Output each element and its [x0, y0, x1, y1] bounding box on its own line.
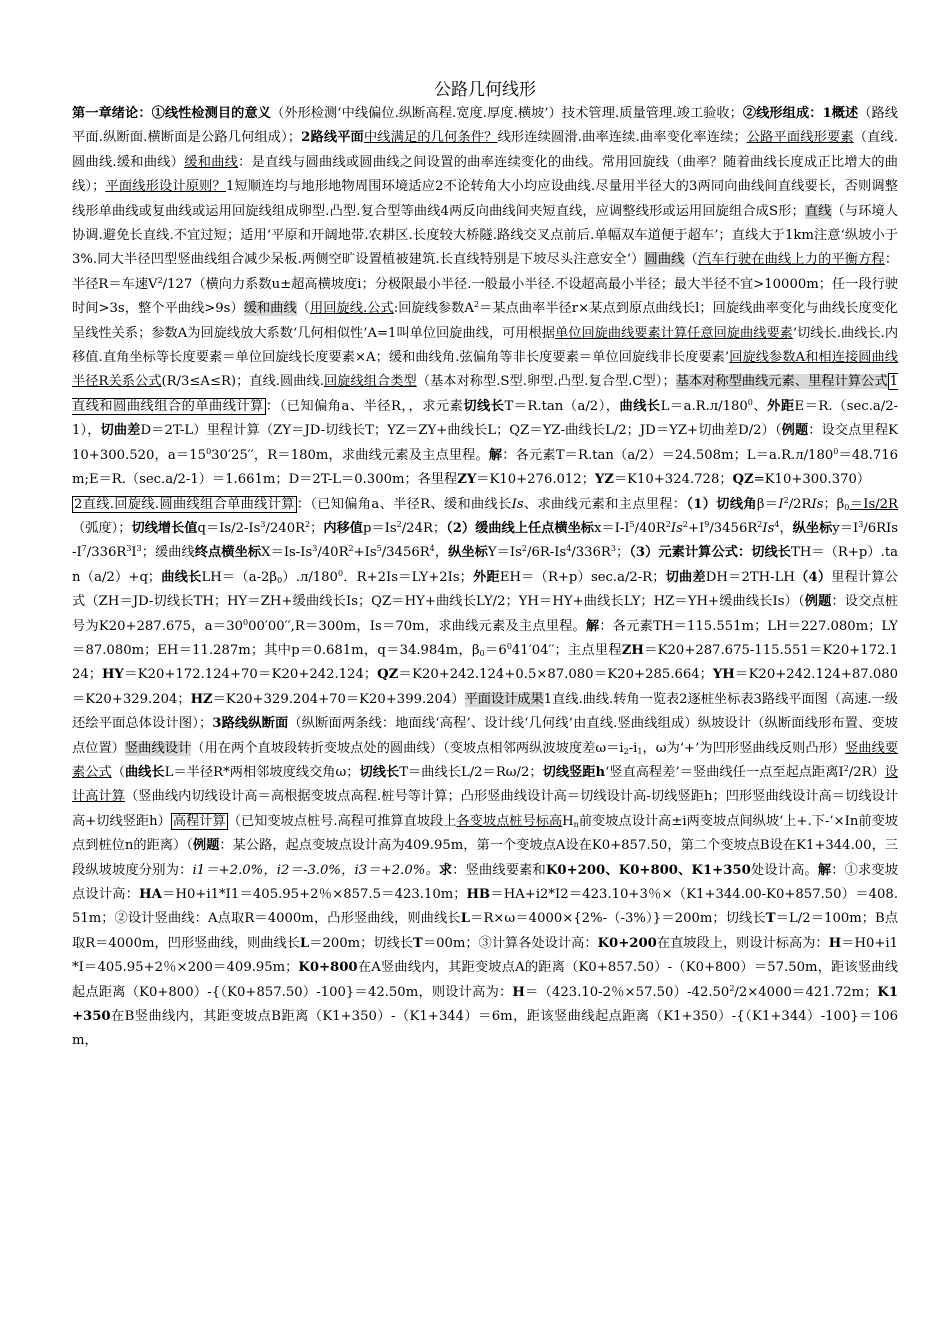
superscript: 2	[396, 519, 402, 529]
text: ，	[434, 545, 449, 561]
bold-term: HA	[139, 887, 162, 902]
bold-term: K0+800	[298, 960, 358, 976]
underlined-term: 回旋线参数A和相连接圆曲线半径R关系公式	[72, 350, 898, 390]
text: EH＝（R+p）sec.a/2-R；	[499, 569, 666, 585]
text: ：各元素TH＝115.551m；LH＝227.080m；LY＝87.080m；EH＝11.287m；其中p＝0.681m，q＝34.984m，β	[72, 618, 899, 658]
highlighted-term: 直线	[804, 203, 832, 219]
text: L＝半径R*两相邻坡度线交角ω；	[164, 764, 360, 780]
superscript: 0	[243, 617, 249, 627]
text: 处设计高。	[750, 862, 818, 878]
text: ＝R×ω＝4000×{2%-（-3%）}＝200m；切线长	[469, 911, 766, 927]
bold-term: （2）缓曲线上任点横坐标	[446, 520, 594, 536]
superscript: 2	[783, 495, 789, 505]
highlighted-term: 基本对称型曲线元素、里程计算公式	[675, 374, 888, 390]
text: y＝I	[832, 520, 859, 536]
text: H	[562, 813, 574, 829]
bold-term: T	[413, 935, 423, 951]
bold-term: 例题	[781, 423, 809, 439]
underlined-term: 用回旋线.公式	[309, 301, 394, 317]
superscript: 4	[429, 544, 435, 554]
superscript: 0	[506, 641, 512, 651]
text: ＝K20+242.124+0.5×87.080＝K20+285.664；	[398, 667, 713, 683]
superscript: 0	[206, 446, 212, 456]
text: 41′04′′；主点里程	[511, 642, 622, 658]
text: ：（已知偏角a、半径R、缓和曲线长	[296, 496, 512, 512]
superscript: 0	[833, 446, 839, 456]
bold-term: K0+200、K0+800、K1+350	[545, 862, 751, 878]
text: 前变坡点设计高±i两变坡点间纵坡‘上+.下-’×In前变坡点到桩位n的距离）（	[72, 813, 898, 854]
text: （纵断面两条线：地面线‘高程’、设计线‘几何线’由直线.竖曲线组成）纵坡设计（纵断面线形布置、变坡点位置）	[72, 716, 898, 756]
underlined-term: 回旋线组合类型	[323, 374, 417, 390]
text: DH＝2TH-LH	[705, 569, 795, 585]
text: （用在两个直坡段转折变坡点处的圆曲线）（变坡点相邻两纵波坡度差ω＝i	[191, 740, 624, 756]
text: ＝K10+276.012；	[476, 472, 595, 488]
superscript: 0	[337, 568, 344, 578]
text: /40R	[317, 545, 349, 561]
superscript: 2	[843, 763, 849, 773]
superscript: 2	[473, 300, 480, 310]
bold-term: 切线长	[359, 764, 400, 780]
italic-symbol: Is	[811, 496, 824, 512]
text: TH＝（R+p）.tan（a/2）+q；	[72, 545, 899, 585]
text: ）.л/180	[282, 569, 338, 585]
text: ＝H0+i1*I1＝405.95+2％×857.5＝423.10m；	[161, 887, 467, 902]
text: p＝Is	[362, 520, 397, 536]
bold-term: 纵坐标	[448, 545, 488, 561]
text: q＝Is/2-Is	[197, 520, 261, 536]
bold-term: ZH	[621, 642, 644, 658]
superscript: 2	[757, 519, 763, 529]
superscript: 7	[81, 544, 87, 554]
text: 在A竖曲线内，其距变坡点A的距离（K0+857.50）-（K0+800）＝57.50m，距该竖曲线起点距离（K0+800）-{（K0+857.50）-100}＝42.50m，则设计高为：	[72, 960, 898, 1000]
underlined-term: 汽车行驶在曲线上力的平衡方程	[697, 252, 885, 268]
superscript: 4	[774, 519, 780, 529]
bold-term: 求	[438, 862, 453, 878]
text: T＝曲线长L/2＝Rω/2；	[399, 764, 543, 780]
bold-term: 外距	[472, 569, 500, 585]
text: ；β	[823, 496, 845, 512]
bold-term: QZ	[732, 472, 754, 488]
bold-term: 纵坐标	[792, 520, 833, 536]
bold-term: 切曲差	[100, 423, 141, 439]
text: :回旋线参数A	[393, 301, 474, 317]
boxed-term: 1直线和圆曲线组合的单曲线计算	[72, 374, 899, 414]
underlined-term: 中线满足的几何条件？	[363, 130, 498, 146]
text: ：设交点桩号为K20+287.675，a＝30	[72, 594, 899, 634]
superscript: 2	[682, 519, 688, 529]
bold-term: 曲线长	[124, 764, 165, 780]
bold-term: K1+350	[72, 984, 898, 1025]
text: /2×4000＝421.72m；	[734, 984, 878, 1000]
underlined-term: 竖曲线要素公式	[72, 740, 899, 780]
superscript: 2	[665, 519, 671, 529]
superscript: 2	[729, 983, 735, 993]
bold-term: L	[299, 935, 310, 951]
text: ，	[779, 520, 793, 536]
text: -i	[628, 740, 638, 756]
text: T＝R.tan（a/2），	[504, 398, 620, 414]
text: ＝HA+i2*I2＝423.10+3％×（K1+344.00-K0+857.50）＝408.51m；②设计竖曲线：A点取R＝4000m，凸形竖曲线，则曲线长	[72, 887, 899, 927]
text: （已知变坡点桩号.高程可推算直坡段上	[227, 813, 457, 829]
text: /2R	[788, 496, 812, 512]
bold-term: 切曲差	[665, 569, 706, 585]
subscript: 0	[277, 575, 283, 585]
superscript: 3	[260, 519, 266, 529]
underlined-term: 各变坡点桩号标高	[456, 813, 563, 829]
bold-term: H	[828, 935, 842, 951]
subscript: 2	[623, 746, 629, 756]
spiral-curve-paragraph	[72, 493, 898, 1054]
bold-term: H	[512, 984, 525, 1000]
italic-symbol: Is	[762, 520, 775, 536]
text: 1短顺连均与地形地物周围环境适应2不论转角大小均应设曲线.尽量用半径大的3两同向曲线间直线要长，否则调整线形单曲线或复曲线或运用回旋线组成卵型.凸型.复合型等曲线4两反向曲线间夹短直线，应调整线形或运用回旋组合成S形；	[72, 179, 898, 219]
document-page	[72, 78, 898, 1054]
text: ：是直线与圆曲线或圆曲线之间设置的曲率连续变化的曲线。常用回旋线（曲率？随着曲线长度成正比增大的曲线）；	[72, 154, 898, 195]
highlighted-term: 圆曲线	[644, 252, 685, 268]
section-heading: 2路线平面	[301, 130, 364, 146]
text: 、求曲线元素和主点里程：	[523, 496, 687, 512]
text: 线形连续圆滑.曲率连续.曲率变化率连续；	[497, 130, 747, 146]
text: 00′00′′,R＝300m，Is＝70m，求曲线元素及主点里程。	[248, 618, 586, 634]
superscript: 2	[521, 544, 528, 554]
text: ‘切线长.曲线长.内移值.直角坐标等长度要素＝单位回旋线长度要素×A；缓和曲线角.弦偏角等非长度要素＝单位回旋线非长度要素’	[72, 325, 899, 366]
bold-term: T	[765, 911, 776, 927]
text: x＝I-I	[594, 520, 630, 536]
text: ：①求变坡点设计高：	[72, 862, 899, 902]
bold-term: 例题	[804, 594, 832, 610]
superscript: 3	[312, 544, 318, 554]
bold-term: YH	[712, 667, 735, 683]
text: Y＝Is	[487, 545, 522, 561]
bold-term: YZ	[594, 472, 614, 488]
text: ：某公路，起点变坡点设计高为409.95m，第一个变坡点A设在K0+857.50，第二个变坡点B设在K1+344.00，三段纵坡坡度分别为：	[72, 838, 898, 878]
text: /127（横向力系数u±超高横坡度i；分极限最小半径.一般最小半径.不设超高最小半径；最大半径不宜>10000m；任一段行驶时间>3s，整个平曲线>9s）	[72, 276, 899, 317]
text: ＝H0+i1*I＝405.95+2％×200＝409.95m；	[72, 935, 898, 976]
text: 在直坡段上，则设计标高为：	[656, 935, 829, 951]
text: /40R	[634, 520, 666, 536]
text: =K10+300.370）	[753, 472, 871, 488]
text: /240R	[265, 520, 306, 536]
text: ＝某点曲率半径r×某点到原点曲线长l；回旋线曲率变化与曲线长度变化呈线性关系；参数A为回旋线放大系数‘几何相似性’A=1叫单位回旋曲线，可用根据	[72, 301, 898, 341]
superscript: 5	[629, 519, 635, 529]
text: ，ω为‘+’为凹形竖曲线反则凸形）	[642, 740, 846, 756]
text: /3456R	[381, 545, 430, 561]
superscript: 9	[704, 519, 710, 529]
text: LH＝（a-2β	[201, 569, 278, 585]
superscript: 2	[348, 544, 354, 554]
italic-symbol: I	[778, 496, 784, 512]
text: /336R	[571, 545, 611, 561]
bold-term: 曲线长	[619, 398, 661, 414]
superscript: 3	[126, 544, 132, 554]
superscript: 3	[136, 544, 142, 554]
text: /24R；	[401, 520, 447, 536]
bold-term: HB	[466, 887, 491, 902]
bold-term: 切线增长值	[131, 520, 198, 536]
superscript: 5	[376, 544, 382, 554]
text: ＝K20+172.124+70＝K20+242.124；	[123, 667, 378, 683]
text: （路线平面.纵断面.横断面是公路几何组成）；	[72, 106, 898, 146]
text: ＝200m；切线长	[309, 935, 414, 951]
bold-term: 内移值	[323, 520, 363, 536]
boxed-term: 高程计算	[172, 813, 226, 829]
bold-term: 曲线长	[161, 569, 202, 585]
text: ；	[615, 545, 630, 561]
section-heading: ②线形组成：1概述	[742, 106, 859, 121]
text: ：设交点里程K10+300.520，a＝15	[72, 423, 899, 463]
text: L＝a.R.л/180	[660, 398, 748, 414]
text: 30′25′′，R＝180m，求曲线元素及主点里程。	[211, 447, 489, 463]
text: D＝2T-L）里程计算（ZY＝JD-切线长T；YZ＝ZY+曲线长L；QZ＝YZ-曲线长L/2；JD＝YZ+切曲差D/2）（	[140, 423, 782, 439]
bold-term: （4）	[794, 569, 832, 585]
text: （基本对称型.S型.卵型.凸型.复合型.C型）；	[416, 374, 676, 390]
text: 1直线.曲线.转角一览表2逐桩坐标表3路线平面图（高速.一级还绘平面总体设计图）；	[72, 691, 898, 732]
text: ：各元素T＝R.tan（a/2）＝24.508m；L＝a.R.л/180	[502, 447, 834, 463]
bold-term: 解	[585, 618, 600, 634]
subscript: 0	[844, 502, 850, 512]
text: β＝	[756, 496, 779, 512]
text: （直线.圆曲线.缓和曲线）	[72, 130, 898, 170]
text: ＝K10+324.728；	[613, 472, 733, 488]
text: ＝6	[484, 642, 507, 658]
text: /2R）	[848, 764, 885, 780]
underlined-term: 平面线形设计原则？	[105, 179, 226, 195]
text: ：半径R＝车速V	[72, 252, 899, 292]
bold-term: （3）元素计算公式：切线长	[629, 545, 792, 561]
bold-term: K0+200	[597, 935, 657, 951]
page-title: 公路几何线形	[434, 80, 536, 100]
text: ‘竖直高程差’＝竖曲线任一点至起点距离I	[605, 764, 844, 780]
text: （竖曲线内切线设计高＝高根据变坡点高程.桩号等计算；凸形竖曲线设计高＝切线设计高-切线竖距h；凹形竖曲线设计高＝切线设计高+切线竖距h）	[72, 789, 899, 829]
text: （	[684, 252, 698, 268]
bold-term: 解	[817, 862, 832, 878]
italic-symbol: Is	[511, 496, 524, 512]
boxed-term: 2直线.回旋线.圆曲线组合单曲线计算	[74, 496, 295, 512]
superscript: 4	[566, 544, 572, 554]
bold-term: 例题	[192, 838, 220, 854]
text: +Is	[353, 545, 377, 561]
text: （	[111, 764, 125, 780]
italic-symbol: Is	[670, 520, 683, 536]
text: ＝L/2＝100m；B点取R＝4000m，凹形竖曲线，则曲线长	[72, 911, 899, 951]
underlined-term: ＝Is/2R	[849, 496, 898, 512]
superscript: 2	[305, 519, 311, 529]
subscript: 0	[479, 648, 485, 658]
text: （弧度）；	[72, 520, 132, 536]
text: 在B竖曲线内，其距变坡点B距离（K1+350）-（K1+344）＝6m，距该竖曲线起点距离（K1+350）-{（K1+344）-100}＝106m，	[72, 1009, 899, 1049]
text: （与环境人协调.避免长直线.不宜过短；适用‘平原和开阔地带.农耕区.长度较大桥隧.路线交叉点前后.单幅双车道便于超车’；直线大于1km注意‘纵坡小于3%.同大半径凹型竖曲线组合减少呆板.两侧空旷设置植被建筑.长直线特别是下坡尽头注意安全’）	[72, 203, 899, 268]
highlighted-term: 缓和曲线	[243, 301, 297, 317]
text: ＝（423.10-2％×57.50）-42.50	[524, 984, 730, 1000]
text: ＝K20+287.675-115.551＝K20+172.124；	[72, 642, 899, 683]
text: ＝K20+329.204+70＝K20+399.204）	[212, 691, 465, 707]
text: ；缓曲线	[141, 545, 195, 561]
text: （外形检测‘中线偏位.纵断高程.宽度.厚度.横坡’）技术管理.质量管理.竣工验收；	[270, 106, 743, 121]
text: ．R+2Is＝LY+2Is；	[343, 569, 473, 585]
text: /3456R	[709, 520, 758, 536]
highlighted-term: 平面设计成果	[464, 691, 544, 707]
subscript: 1	[637, 746, 643, 756]
highlighted-term: 竖曲线设计	[125, 740, 192, 756]
bold-term: HY	[101, 667, 124, 683]
text: ：竖曲线要素和	[452, 862, 546, 878]
subscript: n	[573, 819, 579, 829]
text: I	[131, 545, 137, 561]
bold-term: QZ	[377, 667, 399, 683]
text: /336R	[86, 545, 127, 561]
text: X＝Is-Is	[261, 545, 313, 561]
bold-term: 解	[488, 447, 503, 463]
text: （	[296, 301, 310, 317]
text: +I	[687, 520, 705, 536]
underlined-term: 公路平面线形要素	[746, 130, 854, 146]
text: ＝48.716m;E＝R.（sec.a/2-1）＝1.661m；D＝2T-L＝0.300m；各里程	[72, 447, 899, 488]
bold-term: 外距	[767, 398, 795, 414]
superscript: 0	[747, 397, 753, 407]
underlined-term: 缓和曲线	[184, 154, 239, 170]
chapter-one-paragraph	[72, 102, 898, 493]
section-heading: 第一章绪论：①线性检测目的意义	[72, 106, 271, 121]
underlined-term: 单位回旋曲线要素计算任意回旋曲线要素	[555, 325, 793, 341]
text: ＝K20+242.124+87.080＝K20+329.204；	[72, 667, 898, 707]
superscript: 3	[858, 519, 864, 529]
bold-term: 切线竖距h	[542, 764, 606, 780]
superscript: 3	[610, 544, 616, 554]
text: ＝00m；③计算各处设计高：	[422, 935, 598, 951]
text: 里程计算公式（ZH＝JD-切线长TH；HY＝ZH+缓曲线长Is；QZ＝HY+曲线长LY/2；YH＝HY+曲线长LY；HZ＝YH+缓曲线长Is）（	[72, 569, 899, 610]
bold-term: HZ	[190, 691, 213, 707]
section-heading: 3路线纵断面	[212, 716, 289, 732]
bold-term: L	[460, 911, 470, 927]
text: /6R-Is	[527, 545, 567, 561]
text: (R/3≤A≤R)；直线.圆曲线.	[161, 374, 324, 390]
italic-symbol: i1＝+2.0%，i2＝-3.0%，i3＝+2.0%。	[192, 862, 439, 878]
underlined-term: 设计高计算	[72, 764, 899, 805]
bold-term: ZY	[457, 472, 477, 488]
bold-term: 切线长	[463, 398, 505, 414]
bold-term: 终点横坐标	[194, 545, 262, 561]
text: ：（已知偏角a、半径R，，求元素	[265, 398, 464, 414]
superscript: 2	[157, 275, 163, 285]
text: E＝R.（sec.a/2-1），	[72, 398, 899, 439]
text: ；	[310, 520, 324, 536]
bold-term: （1）切线角	[686, 496, 757, 512]
text: 、	[752, 398, 768, 414]
text: /6RIs-I	[72, 520, 899, 561]
